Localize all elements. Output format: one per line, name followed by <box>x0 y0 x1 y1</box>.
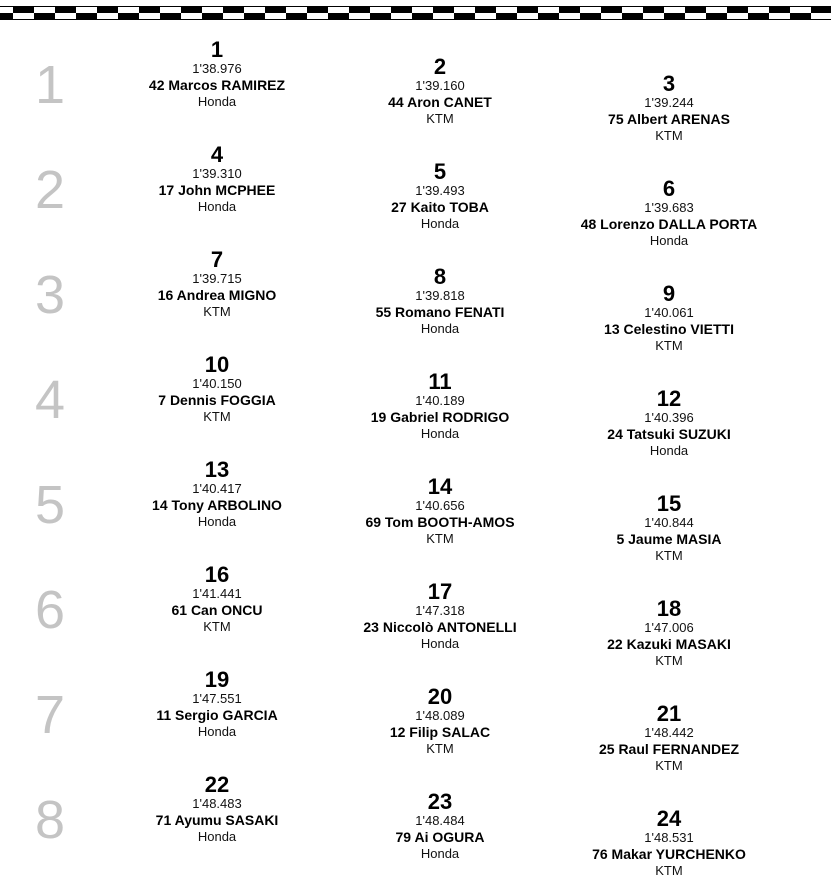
lap-time: 1'47.551 <box>192 691 242 706</box>
grid-position: 15 <box>656 491 682 516</box>
team-name: KTM <box>655 653 683 668</box>
rider-name: 55 Romano FENATI <box>375 304 505 320</box>
grid-position: 21 <box>656 701 682 726</box>
grid-position: 2 <box>433 54 447 79</box>
checkered-flag-icon <box>0 6 831 20</box>
grid-position: 8 <box>433 264 447 289</box>
grid-position: 9 <box>662 281 676 306</box>
grid-slot <box>320 476 560 547</box>
rider-name: 69 Tom BOOTH-AMOS <box>365 514 515 530</box>
team-name: Honda <box>197 199 237 214</box>
checkered-row-bottom <box>0 13 831 19</box>
grid-slot <box>549 73 789 144</box>
grid-slot <box>320 791 560 862</box>
rider-name: 12 Filip SALAC <box>389 724 491 740</box>
team-name: Honda <box>420 636 460 651</box>
rider-name: 7 Dennis FOGGIA <box>158 392 276 408</box>
lap-time: 1'38.976 <box>192 61 242 76</box>
rider-name: 11 Sergio GARCIA <box>156 707 278 723</box>
grid-slot <box>549 283 789 354</box>
lap-time: 1'40.189 <box>415 393 465 408</box>
grid-slot <box>549 808 789 879</box>
lap-time: 1'48.531 <box>644 830 694 845</box>
rider-name: 17 John MCPHEE <box>158 182 276 198</box>
grid-slot <box>320 56 560 127</box>
lap-time: 1'48.484 <box>415 813 465 828</box>
grid-position: 5 <box>433 159 447 184</box>
rider-name: 27 Kaito TOBA <box>391 199 489 215</box>
team-name: Honda <box>420 321 460 336</box>
team-name: KTM <box>426 111 454 126</box>
grid-position: 12 <box>656 386 682 411</box>
team-name: KTM <box>655 338 683 353</box>
grid-position: 14 <box>427 474 453 499</box>
grid-slot <box>97 249 337 320</box>
rider-name: 5 Jaume MASIA <box>616 531 722 547</box>
grid-row-label: 7 <box>34 685 66 745</box>
grid-position: 3 <box>662 71 676 96</box>
team-name: KTM <box>655 548 683 563</box>
rider-name: 48 Lorenzo DALLA PORTA <box>580 216 758 232</box>
grid-slot <box>97 564 337 635</box>
lap-time: 1'48.442 <box>644 725 694 740</box>
grid-position: 10 <box>204 352 230 377</box>
team-name: Honda <box>420 216 460 231</box>
lap-time: 1'40.396 <box>644 410 694 425</box>
team-name: KTM <box>203 619 231 634</box>
team-name: Honda <box>197 829 237 844</box>
grid-position: 13 <box>204 457 230 482</box>
grid-position: 24 <box>656 806 682 831</box>
lap-time: 1'39.493 <box>415 183 465 198</box>
grid-position: 1 <box>210 37 224 62</box>
team-name: KTM <box>655 758 683 773</box>
rider-name: 22 Kazuki MASAKI <box>607 636 731 652</box>
grid-slot <box>97 354 337 425</box>
lap-time: 1'48.089 <box>415 708 465 723</box>
lap-time: 1'39.310 <box>192 166 242 181</box>
grid-slot <box>549 178 789 249</box>
team-name: Honda <box>197 94 237 109</box>
team-name: Honda <box>649 443 689 458</box>
team-name: KTM <box>203 304 231 319</box>
team-name: Honda <box>420 426 460 441</box>
team-name: Honda <box>649 233 689 248</box>
rider-name: 13 Celestino VIETTI <box>604 321 734 337</box>
grid-slot <box>97 144 337 215</box>
rider-name: 19 Gabriel RODRIGO <box>370 409 510 425</box>
lap-time: 1'40.844 <box>644 515 694 530</box>
lap-time: 1'41.441 <box>192 586 242 601</box>
rider-name: 71 Ayumu SASAKI <box>155 812 279 828</box>
grid-position: 4 <box>210 142 224 167</box>
grid-position: 7 <box>210 247 224 272</box>
grid-row-label: 4 <box>34 370 66 430</box>
rider-name: 25 Raul FERNANDEZ <box>598 741 740 757</box>
lap-time: 1'39.160 <box>415 78 465 93</box>
grid-position: 6 <box>662 176 676 201</box>
team-name: Honda <box>197 514 237 529</box>
grid-slot <box>320 371 560 442</box>
lap-time: 1'40.656 <box>415 498 465 513</box>
rider-name: 24 Tatsuki SUZUKI <box>607 426 731 442</box>
grid-position: 11 <box>428 369 452 394</box>
grid-slot <box>320 581 560 652</box>
rider-name: 42 Marcos RAMIREZ <box>148 77 286 93</box>
team-name: KTM <box>203 409 231 424</box>
grid-position: 20 <box>427 684 453 709</box>
grid-slot <box>549 388 789 459</box>
grid-row-label: 6 <box>34 580 66 640</box>
rider-name: 23 Niccolò ANTONELLI <box>363 619 517 635</box>
grid-position: 23 <box>427 789 453 814</box>
grid-slot <box>97 669 337 740</box>
grid-slot <box>549 598 789 669</box>
lap-time: 1'40.061 <box>644 305 694 320</box>
grid-position: 18 <box>656 596 682 621</box>
team-name: Honda <box>420 846 460 861</box>
grid-row-label: 3 <box>34 265 66 325</box>
grid-row-label: 1 <box>34 55 66 115</box>
grid-row-label: 8 <box>34 790 66 850</box>
rider-name: 79 Ai OGURA <box>395 829 485 845</box>
lap-time: 1'39.244 <box>644 95 694 110</box>
grid-slot <box>320 686 560 757</box>
grid-row-label: 5 <box>34 475 66 535</box>
grid-position: 16 <box>204 562 230 587</box>
grid-slot <box>320 161 560 232</box>
rider-name: 76 Makar YURCHENKO <box>592 846 746 862</box>
team-name: KTM <box>655 128 683 143</box>
rider-name: 14 Tony ARBOLINO <box>152 497 282 513</box>
grid-slot <box>97 39 337 110</box>
lap-time: 1'39.818 <box>415 288 465 303</box>
rider-name: 61 Can ONCU <box>171 602 263 618</box>
grid-slot <box>549 703 789 774</box>
lap-time: 1'47.006 <box>644 620 694 635</box>
lap-time: 1'40.150 <box>192 376 242 391</box>
team-name: KTM <box>426 531 454 546</box>
grid-slot <box>320 266 560 337</box>
rider-name: 44 Aron CANET <box>388 94 492 110</box>
team-name: KTM <box>655 863 683 878</box>
grid-position: 19 <box>204 667 230 692</box>
grid-position: 17 <box>427 579 453 604</box>
grid-position: 22 <box>204 772 230 797</box>
lap-time: 1'48.483 <box>192 796 242 811</box>
grid-row-label: 2 <box>34 160 66 220</box>
lap-time: 1'40.417 <box>192 481 242 496</box>
lap-time: 1'39.715 <box>192 271 242 286</box>
grid-slot <box>549 493 789 564</box>
grid-slot <box>97 774 337 845</box>
lap-time: 1'39.683 <box>644 200 694 215</box>
team-name: KTM <box>426 741 454 756</box>
rider-name: 75 Albert ARENAS <box>608 111 730 127</box>
rider-name: 16 Andrea MIGNO <box>157 287 277 303</box>
team-name: Honda <box>197 724 237 739</box>
lap-time: 1'47.318 <box>415 603 465 618</box>
grid-slot <box>97 459 337 530</box>
